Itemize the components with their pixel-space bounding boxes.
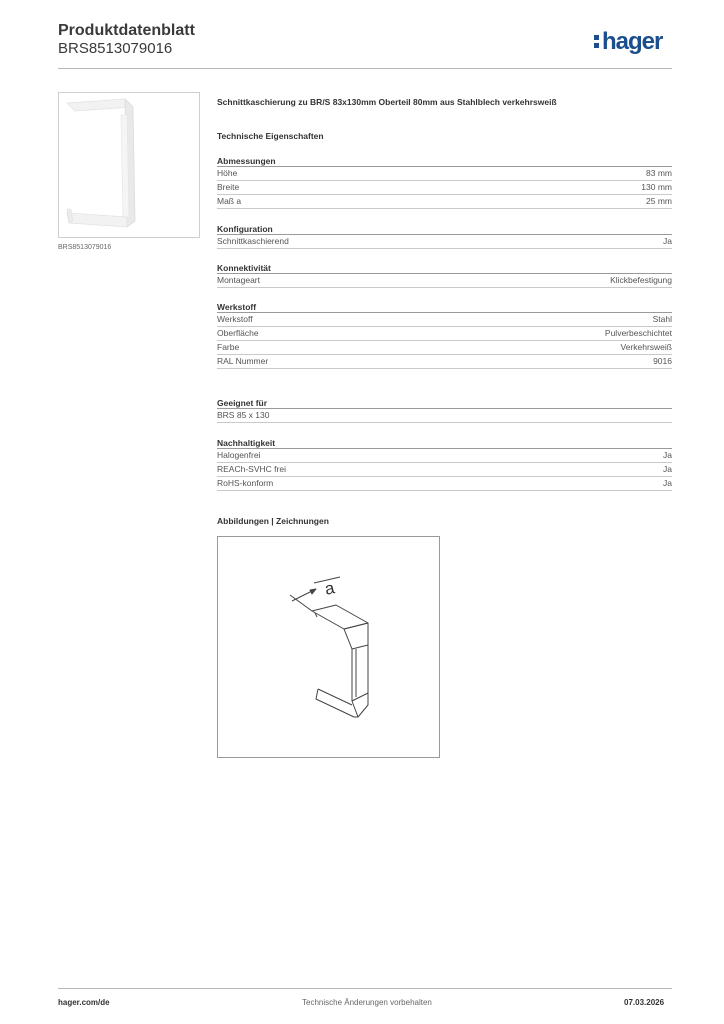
header-divider: [58, 68, 672, 69]
hager-logo: [594, 28, 662, 56]
row-label: Farbe: [217, 342, 240, 352]
row-label: Höhe: [217, 168, 238, 178]
table-row: [217, 327, 672, 341]
technical-drawing: [217, 536, 440, 758]
section-abmessungen: [217, 155, 672, 209]
row-value: 83 mm: [646, 168, 672, 178]
row-value: Ja: [663, 478, 672, 488]
product-image: [58, 92, 200, 238]
section-konnektivitaet: [217, 262, 672, 288]
row-label: RoHS-konform: [217, 478, 274, 488]
section-title: Nachhaltigkeit: [217, 437, 672, 449]
section-title: Geeignet für: [217, 397, 672, 409]
dimension-label: a: [323, 578, 337, 599]
table-row: [217, 449, 672, 463]
row-value: 130 mm: [641, 182, 672, 192]
table-row: [217, 477, 672, 491]
row-value: Verkehrsweiß: [620, 342, 672, 352]
table-row: [217, 409, 672, 423]
footer-website-link[interactable]: hager.com/de: [58, 998, 110, 1007]
row-value: Ja: [663, 450, 672, 460]
row-value: Ja: [663, 236, 672, 246]
technical-drawing-icon: [218, 537, 441, 759]
section-werkstoff: [217, 301, 672, 369]
row-value: Klickbefestigung: [610, 275, 672, 285]
product-image-caption: BRS8513079016: [58, 244, 112, 251]
section-title: Konnektivität: [217, 262, 672, 274]
row-value: Pulverbeschichtet: [604, 328, 672, 338]
row-label: BRS 85 x 130: [217, 410, 270, 420]
table-row: [217, 181, 672, 195]
table-row: [217, 235, 672, 249]
row-value: Stahl: [652, 314, 672, 324]
section-nachhaltigkeit: [217, 437, 672, 491]
section-title: Werkstoff: [217, 301, 672, 313]
row-label: Schnittkaschierend: [217, 236, 289, 246]
row-label: Oberfläche: [217, 328, 259, 338]
product-photo-icon: [59, 93, 201, 239]
tech-properties-heading: Technische Eigenschaften: [217, 131, 324, 141]
table-row: [217, 313, 672, 327]
section-title: Abmessungen: [217, 155, 672, 167]
table-row: [217, 463, 672, 477]
table-row: [217, 195, 672, 209]
section-title: Konfiguration: [217, 223, 672, 235]
footer-date: 07.03.2026: [624, 998, 665, 1007]
row-label: Maß a: [217, 196, 242, 206]
row-value: 25 mm: [646, 196, 672, 206]
article-number: BRS8513079016: [58, 40, 173, 57]
row-label: REACh-SVHC frei: [217, 464, 286, 474]
page-title: Produktdatenblatt: [58, 22, 195, 39]
row-label: RAL Nummer: [217, 356, 269, 366]
logo-colon-icon: [594, 33, 599, 49]
row-label: Halogenfrei: [217, 450, 261, 460]
table-row: [217, 167, 672, 181]
drawings-heading: Abbildungen | Zeichnungen: [217, 516, 329, 526]
row-value: 9016: [653, 356, 672, 366]
section-geeignet: [217, 397, 672, 423]
table-row: [217, 355, 672, 369]
table-row: [217, 341, 672, 355]
section-konfiguration: [217, 223, 672, 249]
footer-divider: [58, 988, 672, 989]
row-label: Breite: [217, 182, 240, 192]
row-value: Ja: [663, 464, 672, 474]
row-label: Werkstoff: [217, 314, 253, 324]
footer-note: Technische Änderungen vorbehalten: [302, 998, 432, 1007]
row-label: Montageart: [217, 275, 260, 285]
table-row: [217, 274, 672, 288]
product-description: Schnittkaschierung zu BR/S 83x130mm Oberteil 80mm aus Stahlblech verkehrsweiß: [217, 97, 557, 107]
logo-text: hager: [602, 28, 663, 55]
